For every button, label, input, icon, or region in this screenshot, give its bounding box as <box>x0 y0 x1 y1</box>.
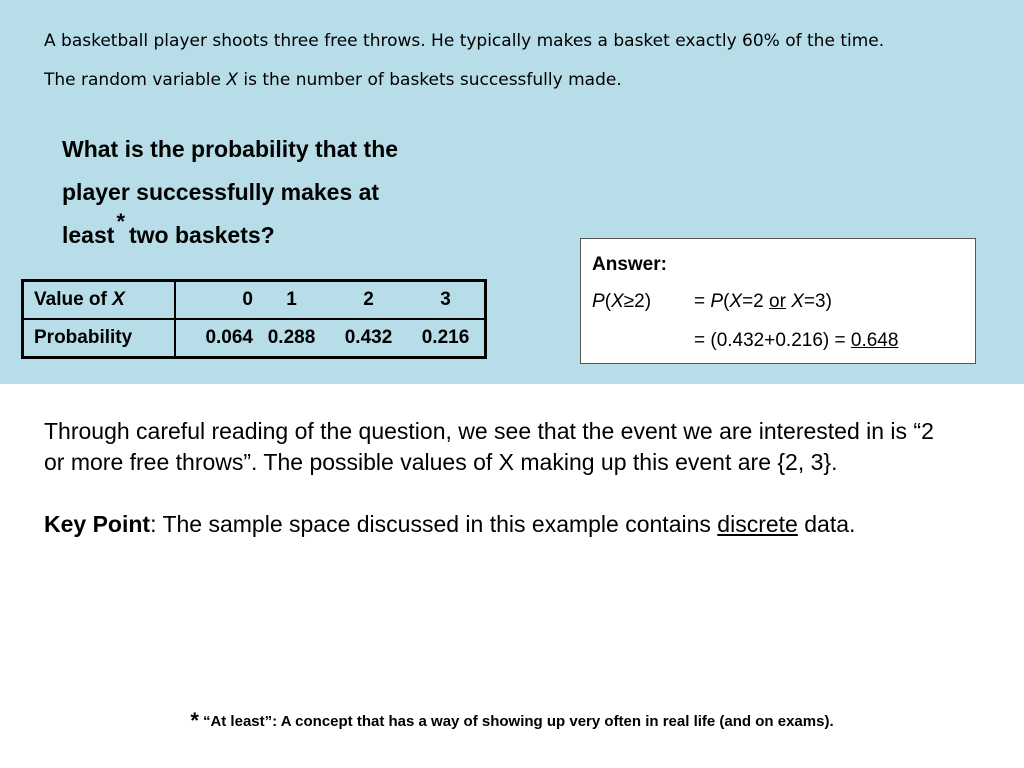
answer-step-2: = (0.432+0.216) = 0.648 <box>694 330 899 351</box>
table-cell: 3 <box>440 289 451 310</box>
variable-x: X <box>226 70 238 90</box>
answer-lhs: P(X≥2) <box>592 291 652 312</box>
answer-result: 0.648 <box>850 330 899 351</box>
table-cell: 0.288 <box>253 319 330 358</box>
table-header-value: Value of X <box>23 281 176 320</box>
question-line-2: player successfully makes at <box>62 179 380 205</box>
intro-line-2: The random variable X is the number of baskets successfully made. <box>44 70 622 90</box>
table-cell: 0.216 <box>407 319 486 358</box>
probability-table <box>21 279 487 359</box>
question-line-3: least*two baskets? <box>62 209 275 248</box>
asterisk-footnote-marker: * <box>116 209 125 234</box>
answer-step-1: = P(X=2 or X=3) <box>694 291 832 312</box>
question-text <box>62 128 462 257</box>
footnote-asterisk: * <box>190 708 199 733</box>
table-cell: 2 <box>363 289 374 310</box>
table-header-probability: Probability <box>23 319 176 358</box>
table-row-probabilities <box>23 319 486 358</box>
problem-statement <box>44 22 1004 100</box>
key-point-paragraph: Key Point: The sample space discussed in this example contains discrete data. <box>44 511 856 537</box>
explanation-text <box>44 416 944 540</box>
explanation-paragraph: Through careful reading of the question, we see that the event we are interested in is “2 or more free throws”. The possible values of X making up this event are {2, 3}. <box>44 418 934 475</box>
key-point-label: Key Point <box>44 511 151 537</box>
table-cell: 1 <box>286 289 297 310</box>
footnote-text: “At least”: A concept that has a way of showing up very often in real life (and on exams). <box>202 713 834 730</box>
table-cell: 0.432 <box>330 319 407 358</box>
question-line-1: What is the probability that the <box>62 136 399 162</box>
table-cell: 0 <box>242 289 253 310</box>
table-row-values <box>23 281 486 320</box>
footnote <box>0 706 1024 732</box>
answer-box <box>580 238 976 364</box>
intro-line-1: A basketball player shoots three free throws. He typically makes a basket exactly 60% of the time. <box>44 31 885 51</box>
table-cell: 0.064 <box>175 319 253 358</box>
answer-title: Answer: <box>592 254 667 275</box>
